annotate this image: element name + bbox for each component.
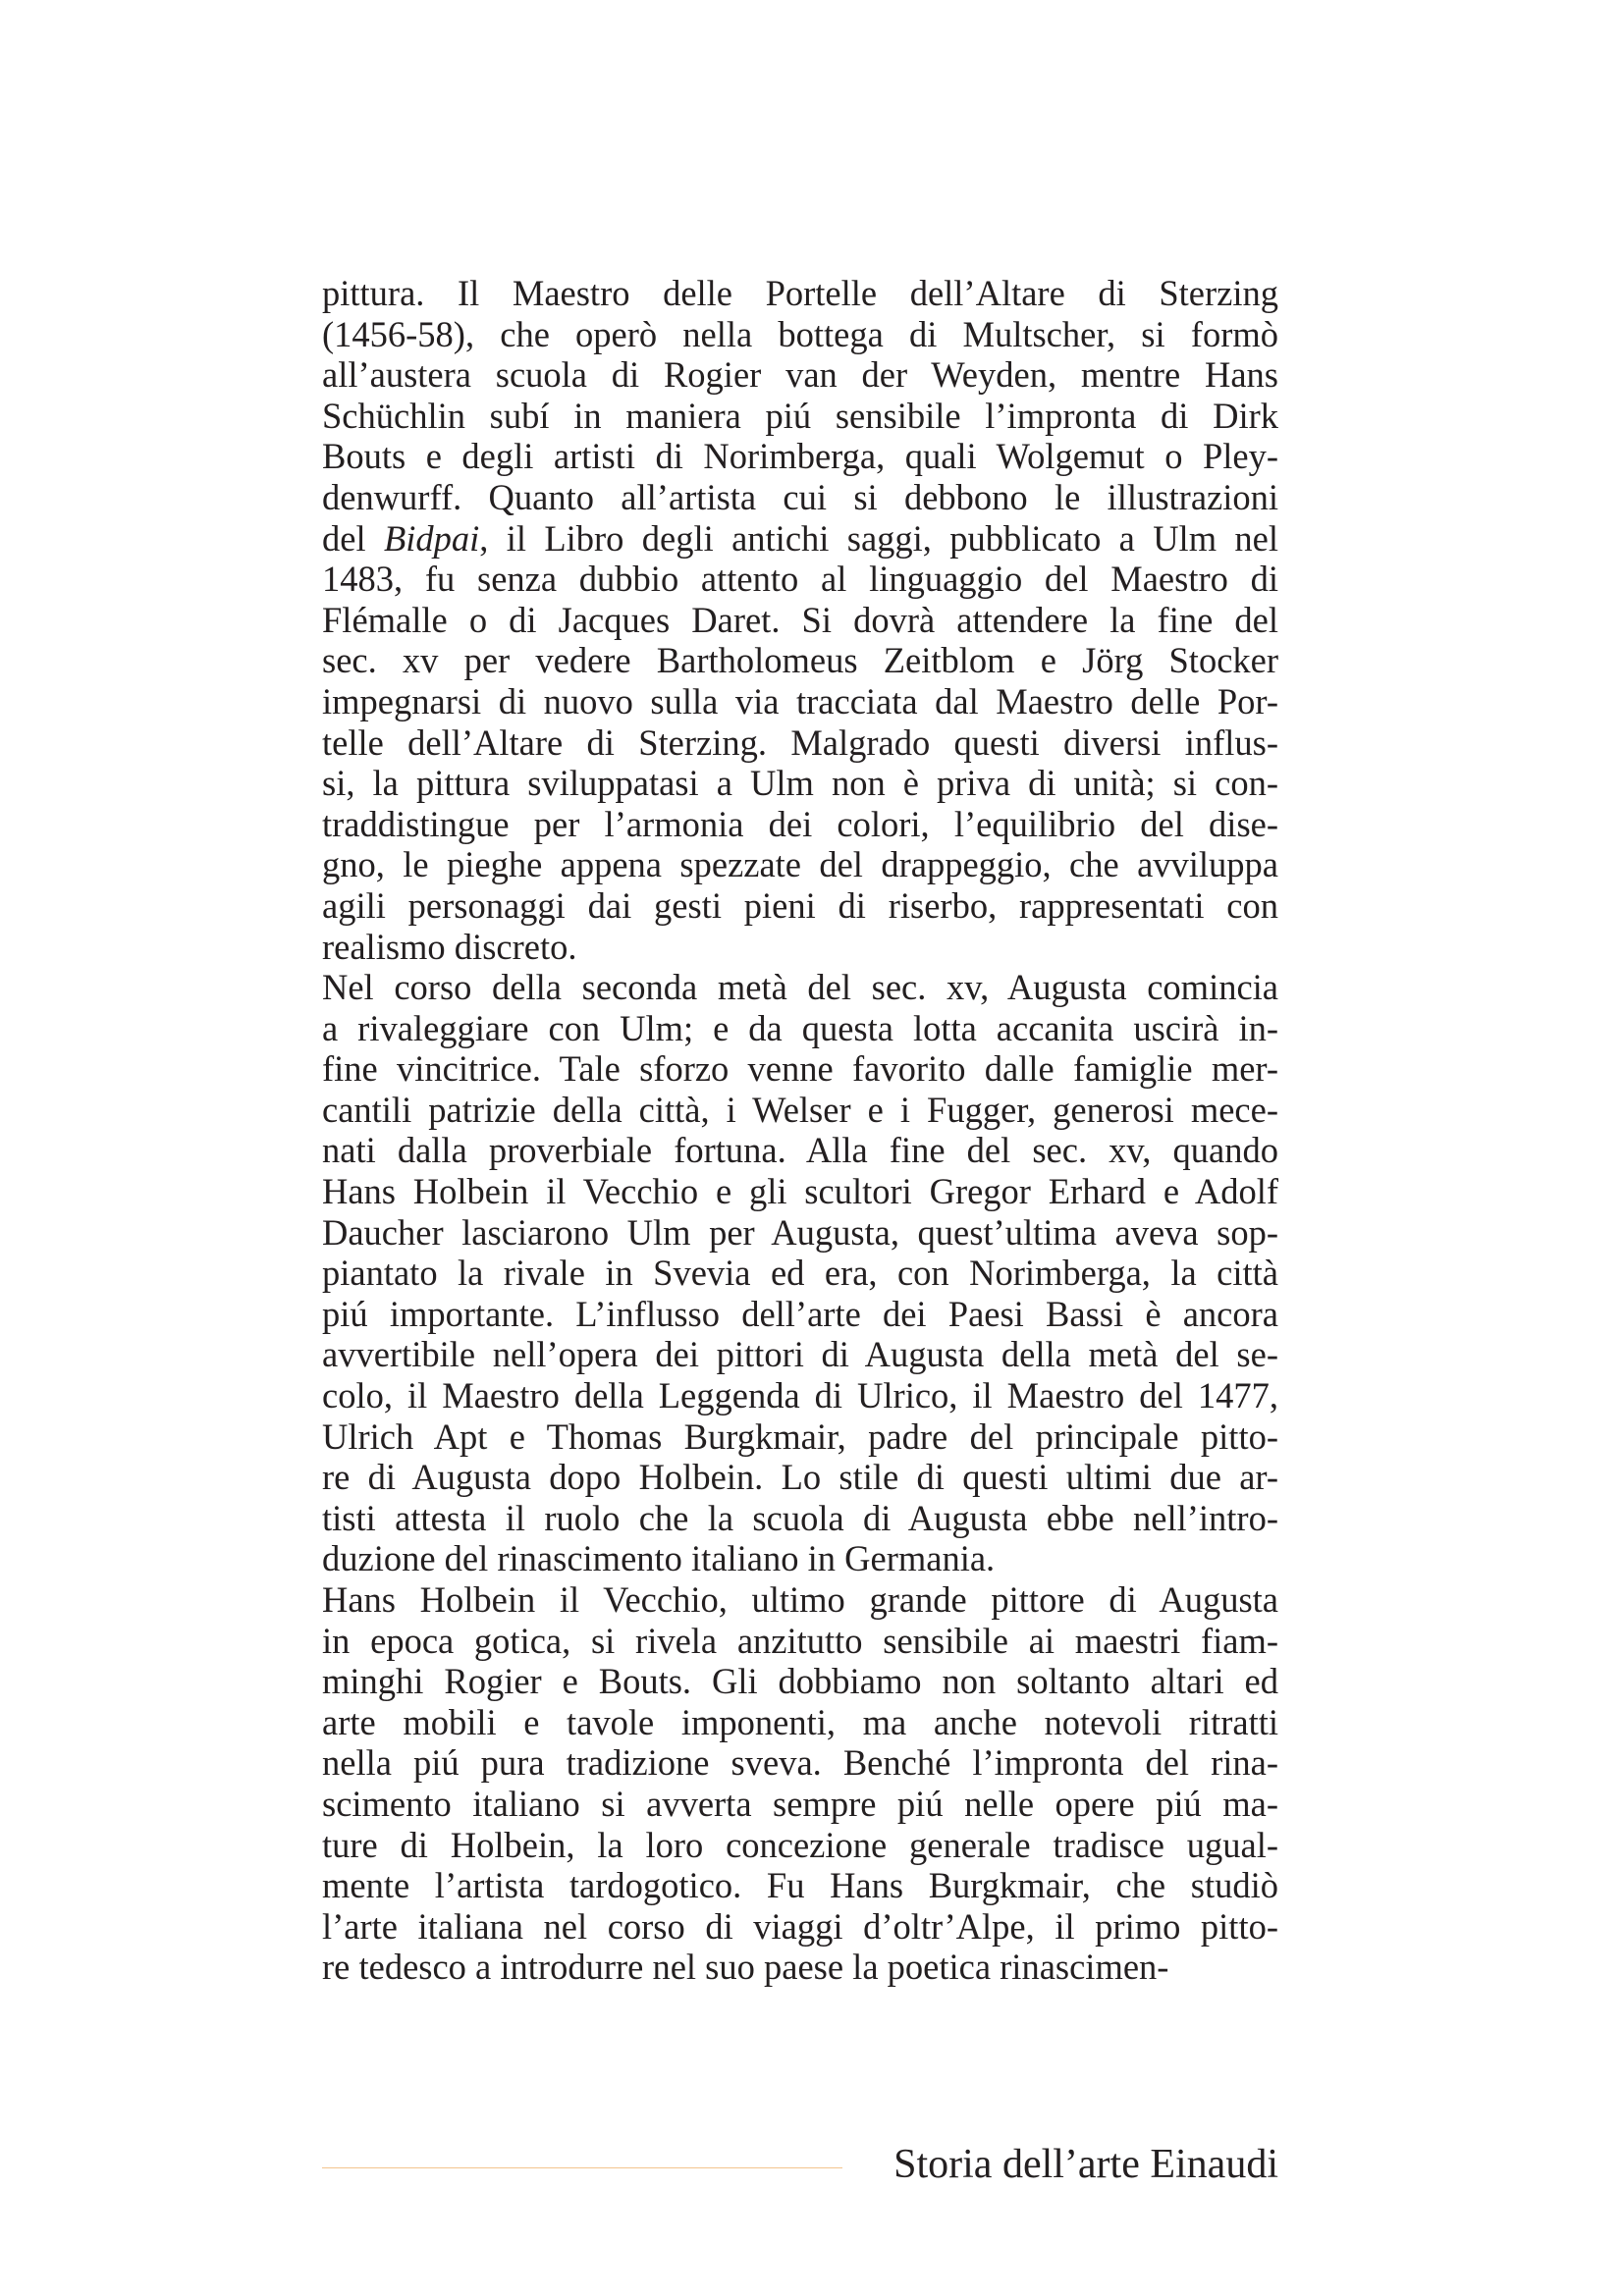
text-line: Bouts e degli artisti di Norimberga, quali Wolgemut o Pley-	[322, 436, 1278, 477]
text-line: Ulrich Apt e Thomas Burgkmair, padre del principale pitto-	[322, 1415, 1278, 1457]
text-line: mente l’artista tardogotico. Fu Hans Burgkmair, che studiò	[322, 1865, 1278, 1906]
text-line: sec. xv per vedere Bartholomeus Zeitblom e Jörg Stocker	[322, 640, 1278, 681]
text-line: Hans Holbein il Vecchio e gli scultori Gregor Erhard e Adolf	[322, 1171, 1278, 1212]
text-line: arte mobili e tavole imponenti, ma anche notevoli ritratti	[322, 1701, 1278, 1742]
paragraph-3	[322, 1579, 1278, 1988]
text-line: denwurff. Quanto all’artista cui si debbono le illustrazioni	[322, 476, 1278, 517]
text-line: tisti attesta il ruolo che la scuola di Augusta ebbe nell’intro-	[322, 1497, 1278, 1538]
text-line: avvertibile nell’opera dei pittori di Augusta della metà del se-	[322, 1334, 1278, 1375]
paragraph-1	[322, 273, 1278, 967]
text-line: fine vincitrice. Tale sforzo venne favorito dalle famiglie mer-	[322, 1048, 1278, 1090]
text-line: Schüchlin subí in maniera piú sensibile l’impronta di Dirk	[322, 395, 1278, 436]
text-line: nella piú pura tradizione sveva. Benché l’impronta del rina-	[322, 1742, 1278, 1784]
text-line: in epoca gotica, si rivela anzitutto sensibile ai maestri fiam-	[322, 1620, 1278, 1661]
text-line: Hans Holbein il Vecchio, ultimo grande pittore di Augusta	[322, 1579, 1278, 1620]
text-line: si, la pittura sviluppatasi a Ulm non è priva di unità; si con-	[322, 763, 1278, 804]
text-line: re tedesco a introdurre nel suo paese la poetica rinascimen-	[322, 1947, 1169, 1988]
text-line: piantato la rivale in Svevia ed era, con Norimberga, la città	[322, 1253, 1278, 1294]
text-line: all’austera scuola di Rogier van der Weyden, mentre Hans	[322, 354, 1278, 396]
text-line: agili personaggi dai gesti pieni di riserbo, rappresentati con	[322, 884, 1278, 926]
text-line: a rivaleggiare con Ulm; e da questa lotta accanita uscirà in-	[322, 1007, 1278, 1048]
text-line: impegnarsi di nuovo sulla via tracciata dal Maestro delle Por-	[322, 680, 1278, 721]
text-line: ture di Holbein, la loro concezione generale tradisce ugual-	[322, 1824, 1278, 1865]
footer-title: Storia dell’arte Einaudi	[893, 2142, 1278, 2187]
text-line: cantili patrizie della città, i Welser e i Fugger, generosi mece-	[322, 1089, 1278, 1130]
body-text	[322, 273, 1278, 1988]
text-line: traddistingue per l’armonia dei colori, l’equilibrio del dise-	[322, 803, 1278, 844]
text-line: realismo discreto.	[322, 926, 577, 967]
text-line: piú importante. L’influsso dell’arte dei Paesi Bassi è ancora	[322, 1293, 1278, 1334]
paragraph-2	[322, 967, 1278, 1579]
text-run: , il Libro degli antichi saggi, pubblicato a Ulm nel	[479, 517, 1279, 559]
text-line: (1456-58), che operò nella bottega di Multscher, si formò	[322, 313, 1278, 354]
text-line: minghi Rogier e Bouts. Gli dobbiamo non soltanto altari ed	[322, 1661, 1278, 1702]
text-line: Nel corso della seconda metà del sec. xv, Augusta comincia	[322, 967, 1278, 1008]
text-line: nati dalla proverbiale fortuna. Alla fine del sec. xv, quando	[322, 1130, 1278, 1171]
italic-title: Bidpai	[383, 517, 480, 559]
text-line: telle dell’Altare di Sterzing. Malgrado questi diversi influs-	[322, 721, 1278, 763]
text-line: duzione del rinascimento italiano in Germania.	[322, 1538, 996, 1579]
text-line: gno, le pieghe appena spezzate del drappeggio, che avviluppa	[322, 844, 1278, 885]
text-line: 1483, fu senza dubbio attento al linguaggio del Maestro di	[322, 559, 1278, 600]
text-line: scimento italiano si avverta sempre piú nelle opere piú ma-	[322, 1783, 1278, 1824]
text-line: Daucher lasciarono Ulm per Augusta, quest’ultima aveva sop-	[322, 1211, 1278, 1253]
text-line: pittura. Il Maestro delle Portelle dell’Altare di Sterzing	[322, 273, 1278, 313]
text-run: del	[322, 517, 384, 559]
text-line: colo, il Maestro della Leggenda di Ulrico, il Maestro del 1477,	[322, 1375, 1278, 1416]
text-line	[322, 518, 1278, 560]
text-line: re di Augusta dopo Holbein. Lo stile di questi ultimi due ar-	[322, 1457, 1278, 1498]
text-line: l’arte italiana nel corso di viaggi d’oltr’Alpe, il primo pitto-	[322, 1905, 1278, 1947]
footer-rule	[322, 2167, 842, 2168]
text-line: Flémalle o di Jacques Daret. Si dovrà attendere la fine del	[322, 599, 1278, 640]
